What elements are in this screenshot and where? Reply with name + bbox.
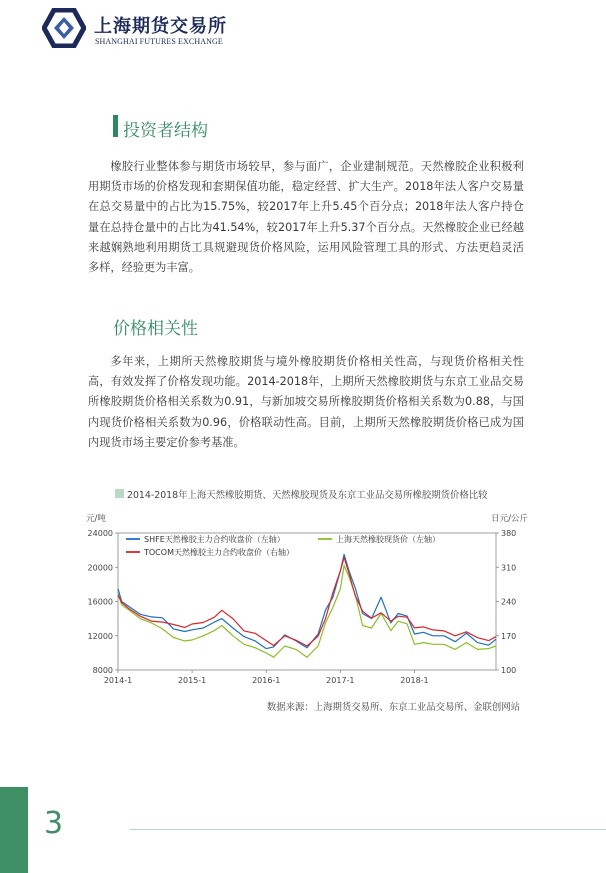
footer-divider <box>130 829 606 830</box>
y-right-tick-label: 380 <box>501 529 517 538</box>
section-paragraph <box>88 352 524 453</box>
y-right-tick-label: 310 <box>501 563 517 573</box>
y-right-tick-label: 100 <box>501 666 517 675</box>
series-line <box>118 558 496 647</box>
price-comparison-chart <box>82 508 532 692</box>
section-title-investor-structure: 投资者结构 <box>123 121 208 141</box>
section-title-bar <box>113 115 118 137</box>
legend-label: TOCOM天然橡胶主力合约收盘价（右轴） <box>144 548 294 557</box>
section-title-price-correlation: 价格相关性 <box>113 319 198 339</box>
paragraph-price-correlation: 多年来，上期所天然橡胶期货与境外橡胶期货价格相关性高，与现货价格相关性高，有效发挥了价格发现功能。2014-2018年，上期所天然橡胶期货与东京工业品交易所橡胶期货价格相关系数为0.91，与新加坡交易所橡胶期货价格相关系数为0.88，与国内现货价格相关系数为0.96，价格联动性高。目前，上期所天然橡胶期货价格已成为国内现货市场主要定价参考基准。 <box>88 355 524 449</box>
x-tick-label: 2015-1 <box>177 676 207 685</box>
legend-label: 上海天然橡胶现货价（左轴） <box>336 535 440 544</box>
exchange-logo-icon <box>42 8 86 48</box>
x-tick-label: 2016-1 <box>252 676 281 685</box>
chart-title: 2014-2018年上海天然橡胶期货、天然橡胶现货及东京工业品交易所橡胶期货价格比较 <box>127 490 488 501</box>
caption-square-icon <box>115 489 124 498</box>
brand-name-chinese: 上海期货交易所 <box>94 16 227 37</box>
y-left-tick-label: 24000 <box>87 529 113 538</box>
y-axis-left-unit: 元/吨 <box>86 514 106 524</box>
legend-label: SHFE天然橡胶主力合约收盘价（左轴） <box>144 535 285 544</box>
y-axis-right-unit: 日元/公斤 <box>491 514 528 524</box>
y-right-tick-label: 170 <box>501 631 517 641</box>
header <box>42 8 262 48</box>
y-left-tick-label: 20000 <box>87 563 113 573</box>
y-left-tick-label: 16000 <box>87 597 113 607</box>
y-left-tick-label: 12000 <box>87 631 113 641</box>
y-left-tick-label: 8000 <box>92 666 113 675</box>
y-right-tick-label: 240 <box>501 597 517 607</box>
data-source: 数据来源：上海期货交易所、东京工业品交易所、金联创网站 <box>266 702 520 713</box>
x-tick-label: 2018-1 <box>400 676 429 685</box>
paragraph-investor-structure: 橡胶行业整体参与期货市场较早，参与面广，企业建制规范。天然橡胶企业积极利用期货市场的价格发现和套期保值功能，稳定经营、扩大生产。2018年法人客户交易量在总交易量中的占比为15.75%，较2017年上升5.45个百分点；2018年法人客户持仓量在总持仓量中的占比为41.54%，较2017年上升5.37个百分点。天然橡胶企业已经越来越娴熟地利用期货工具规避现货价格风险，运用风险管理工具的形式、方法更趋灵活多样，经验更为丰富。 <box>88 160 524 275</box>
series-line <box>118 566 496 658</box>
x-tick-label: 2014-1 <box>103 676 133 685</box>
series-line <box>118 554 496 648</box>
page-tab <box>0 787 28 873</box>
x-tick-label: 2017-1 <box>326 676 355 685</box>
brand-name-english: SHANGHAI FUTURES EXCHANGE <box>95 37 223 46</box>
page-number: 3 <box>44 806 64 841</box>
section-paragraph <box>88 157 524 278</box>
